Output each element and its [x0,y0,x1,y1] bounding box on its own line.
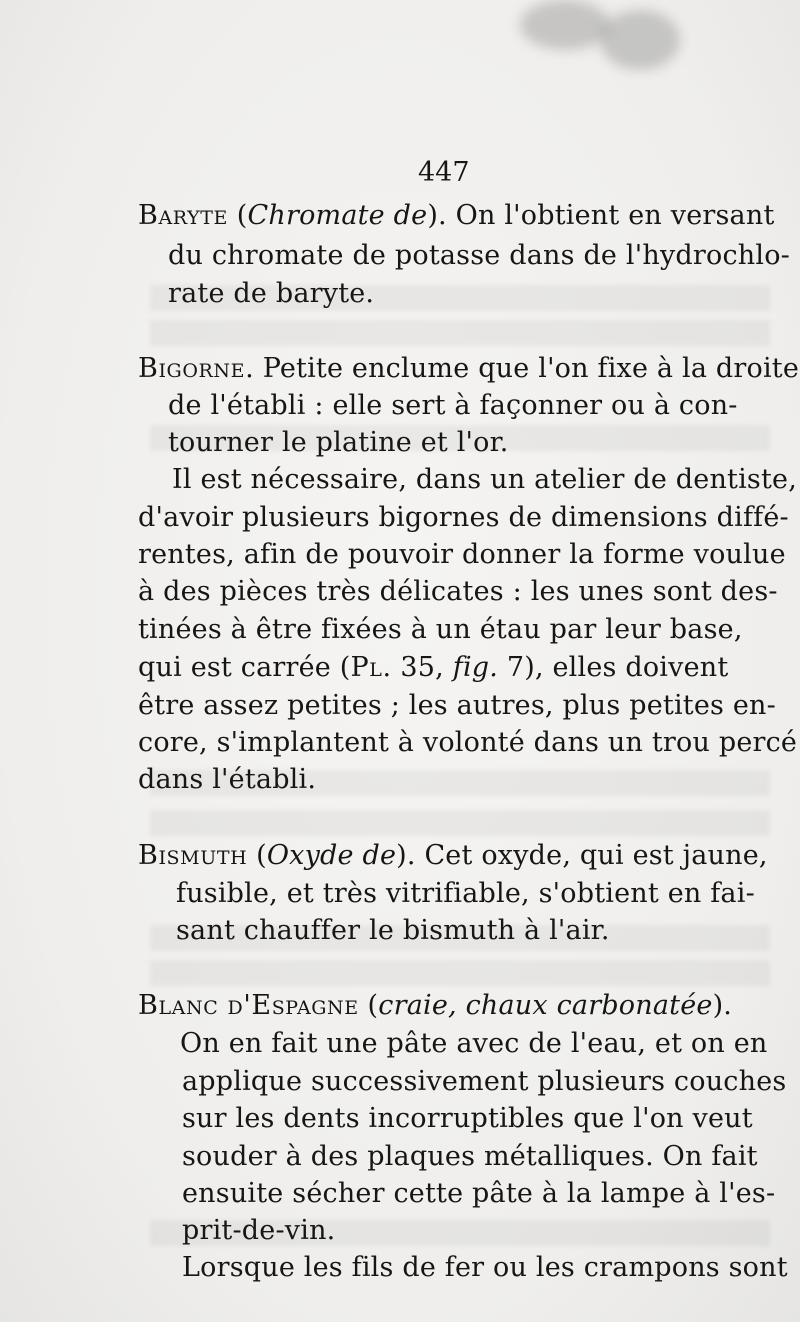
entry-text-line: applique successivement plusieurs couches [182,1066,787,1097]
entry-text-line: sur les dents incorruptibles que l'on veut [182,1103,753,1134]
entry-blanc-line-1: Blanc d'Espagne (craie, chaux carbonatée). [138,990,733,1021]
entry-text-line: tourner le platine et l'or. [168,427,509,458]
entry-text-line: rate de baryte. [168,278,375,309]
entry-text-line: ensuite sécher cette pâte à la lampe à l'es- [182,1178,776,1209]
entry-term: Bismuth [138,840,248,871]
ink-stain [520,0,610,50]
entry-text-line: de l'établi : elle sert à façonner ou à con- [168,390,738,421]
paragraph-line: rentes, afin de pouvoir donner la forme voulue [138,539,786,570]
entry-bigorne-line-1: Bigorne. Petite enclume que l'on fixe à la droite [138,353,800,384]
show-through [150,320,770,346]
paragraph-line: à des pièces très délicates : les unes sont des- [138,576,778,607]
entry-term: Bigorne [138,353,246,384]
entry-text-line: souder à des plaques métalliques. On fait [182,1141,758,1172]
text-segment: 7), elles doivent [498,652,729,683]
entry-qualifier: Chromate de [247,200,428,231]
paragraph-line: être assez petites ; les autres, plus petites en- [138,690,776,721]
page-number: 447 [418,157,470,188]
entry-text-line: prit-de-vin. [182,1215,336,1246]
figure-ref: fig. [452,652,499,683]
entry-baryte-line-1: Baryte (Chromate de). On l'obtient en versant [138,200,775,231]
entry-text-line: du chromate de potasse dans de l'hydrochlo- [168,240,790,271]
paragraph-line: dans l'établi. [138,764,317,795]
entry-text: On l'obtient en versant [455,200,775,231]
paragraph-line-plate-ref [138,650,728,686]
paragraph-line: d'avoir plusieurs bigornes de dimensions diffé- [138,502,789,533]
paragraph-line: core, s'implantent à volonté dans un trou percé [138,727,798,758]
entry-qualifier: Oxyde de [266,840,397,871]
entry-qualifier: craie, chaux carbonatée [378,990,713,1021]
entry-text: Cet oxyde, qui est jaune, [424,840,768,871]
plate-ref: Pl. [350,652,392,683]
text-segment: 35, [391,652,453,683]
entry-text-line: On en fait une pâte avec de l'eau, et on en [180,1028,768,1059]
ink-stain [600,10,680,70]
text-segment: qui est carrée ( [138,652,351,683]
show-through [150,810,770,836]
paragraph-line: tinées à être fixées à un étau par leur base, [138,614,743,645]
entry-text-line: fusible, et très vitrifiable, s'obtient en fai- [176,878,755,909]
entry-bismuth-line-1: Bismuth (Oxyde de). Cet oxyde, qui est jaune, [138,840,768,871]
paragraph-line: Lorsque les fils de fer ou les crampons sont [182,1252,788,1283]
paragraph-line: Il est nécessaire, dans un atelier de dentiste, [172,464,797,495]
entry-text-line: sant chauffer le bismuth à l'air. [176,915,610,946]
entry-text: Petite enclume que l'on fixe à la droite [262,353,800,384]
entry-term: Blanc d'Espagne [138,990,359,1021]
entry-term: Baryte [138,200,228,231]
show-through [150,960,770,986]
